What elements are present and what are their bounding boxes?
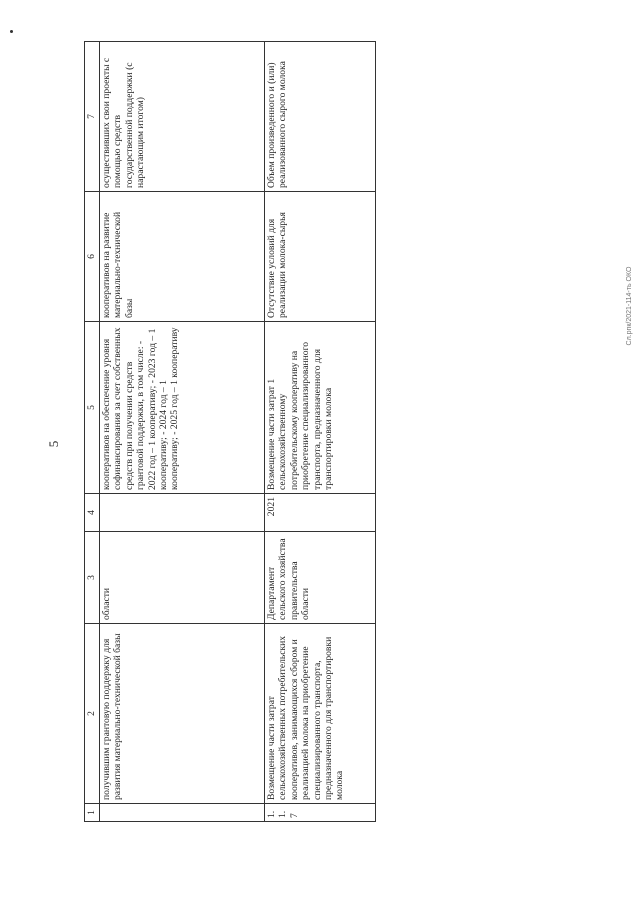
- cell-executor: Департамент сельского хозяйства правительства области: [265, 532, 376, 624]
- cell-num: [100, 804, 265, 822]
- rotated-table-container: [84, 42, 544, 822]
- col-header-1: 1: [85, 804, 100, 822]
- cell-result: Объем произведенного и (или) реализованного сырого молока: [265, 42, 376, 192]
- measures-table: [84, 41, 376, 822]
- table-row: [100, 42, 265, 822]
- col-header-3: 3: [85, 532, 100, 624]
- cell-year: [100, 494, 265, 532]
- col-header-4: 4: [85, 494, 100, 532]
- cell-name: Возмещение части затрат сельскохозяйственных потребительских кооперативов, занимающихся сбором и реализацией молока на приобретение специализированного транспорта, предназначенного для транспортировки молока: [265, 624, 376, 804]
- cell-year: 2021: [265, 494, 376, 532]
- cell-executor: области: [100, 532, 265, 624]
- cell-problem: Отсутствие условий для реализации молока-сырья: [265, 192, 376, 322]
- scan-speck: [10, 30, 13, 33]
- document-stamp: Сл.рпк/2021-114-ть ОКО: [626, 266, 633, 346]
- cell-result: осуществивших свои проекты с помощью средств государственной поддержки (с нарастающим итогом): [100, 42, 265, 192]
- cell-indicator: Возмещение части затрат 1 сельскохозяйственному потребительскому кооперативу на приобретение специализированного транспорта, предназначенного для транспортировки молока: [265, 322, 376, 494]
- col-header-6: 6: [85, 192, 100, 322]
- col-header-7: 7: [85, 42, 100, 192]
- page-number: 5: [46, 440, 61, 448]
- cell-num: 1.1.7: [265, 804, 376, 822]
- col-header-5: 5: [85, 322, 100, 494]
- cell-indicator: кооперативов на обеспечение уровня софинансирования за счет собственных средств при получении средств грантовой поддержки, в том числе: - 2022 год – 1 кооперативу; - 2023 год – 1 кооперативу; - 2024 год – 1 кооперативу; - 2025 год – 1 кооперативу: [100, 322, 265, 494]
- cell-name: получившим грантовую поддержку для развития материально-технической базы: [100, 624, 265, 804]
- table-row: [265, 42, 376, 822]
- cell-problem: кооперативов на развитие материально-технической базы: [100, 192, 265, 322]
- header-row: [85, 42, 100, 822]
- col-header-2: 2: [85, 624, 100, 804]
